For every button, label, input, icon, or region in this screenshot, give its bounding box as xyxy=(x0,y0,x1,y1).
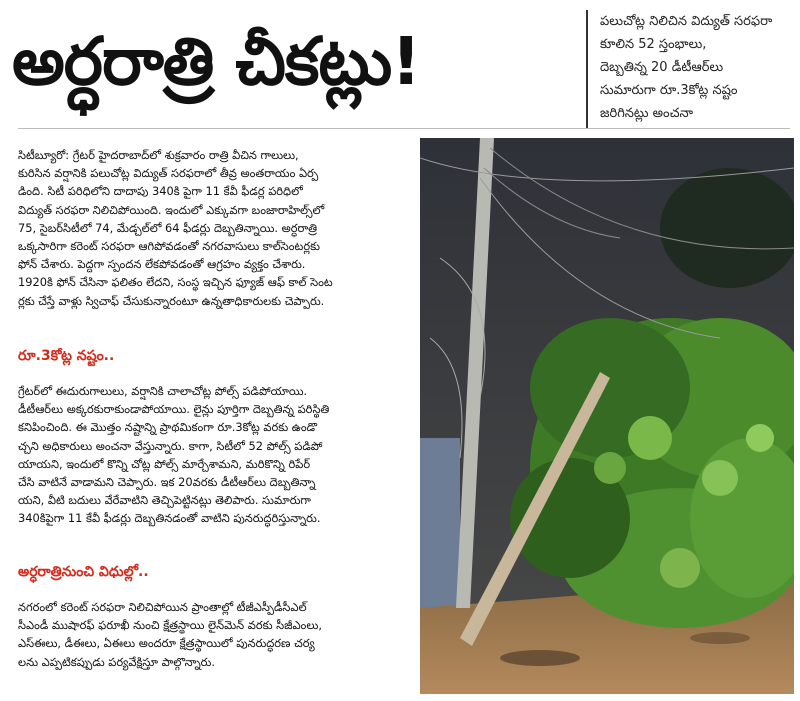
text-line: విద్యుత్ సరఫరా నిలిచిపోయింది. ఇందులో ఎక్కువగా బంజారాహిల్స్‌లో xyxy=(18,202,325,217)
article-para-1 xyxy=(18,146,408,310)
text-line: ఎస్ఈలు, డీఈలు, ఏఈలు అందరూ క్షేత్రస్థాయిలో పునరుద్ధరణ చర్య xyxy=(18,636,315,651)
sidebar-line: దెబ్బతిన్న 20 డీటీఆర్‌లు xyxy=(600,60,724,75)
text-line: గ్రేటర్‌లో ఈదురుగాలులు, వర్షానికి చాలాచోట్ల పోల్స్ పడిపోయాయి. xyxy=(18,384,308,398)
text-line: నగరంలో కరెంట్ సరఫరా నిలిచిపోయిన ప్రాంతాల్లో టీజీఎస్పీడీసీఎల్ xyxy=(18,600,307,614)
text-line: లను ఎప్పటికప్పుడు పర్యవేక్షిస్తూ పాల్గొన్నారు. xyxy=(18,654,215,669)
text-line: కనిపించింది. ఈ మొత్తం నష్టాన్ని ప్రాథమికంగా రూ.3కోట్ల వరకు ఉండొ xyxy=(18,420,318,435)
sidebar-summary xyxy=(600,10,792,125)
article-para-3 xyxy=(18,598,408,671)
top-rule xyxy=(18,128,790,129)
text-line: కురిసిన వర్షానికి పలుచోట్ల విద్యుత్ సరఫరాలో తీవ్ర అంతరాయం ఏర్ప xyxy=(18,166,319,181)
text-line: చ్చని అధికారులు అంచనా వేస్తున్నారు. కాగా, సిటీలో 52 పోల్స్ పడిపో xyxy=(18,438,323,453)
text-line: సీఎండీ ముషారఫ్ ఫరూఖీ నుంచి క్షేత్రస్థాయి లైన్‌మెన్ వరకు సీజీఎంలు, xyxy=(18,618,322,633)
text-line: ఒక్కసారిగా కరెంట్ సరఫరా ఆగిపోవడంతో నగరవాసులు కాల్‌సెంటర్లకు xyxy=(18,239,320,254)
text-line: ఫోన్ చేశారు. పెద్దగా స్పందన లేకపోవడంతో ఆగ్రహం వ్యక్తం చేశారు. xyxy=(18,257,306,272)
text-line: 75, సైబర్‌సిటీలో 74, మేడ్చల్‌లో 64 ఫీడర్లు దెబ్బతిన్నాయి. అర్ధరాత్రి xyxy=(18,220,318,235)
subheading-night-duty: అర్ధరాత్రినుంచి విధుల్లో.. xyxy=(18,564,149,580)
sidebar-line: కూలిన 52 స్తంభాలు, xyxy=(600,37,707,52)
text-line: డీటీఆర్‌లు అక్కరకురాకుండాపోయాయి. లైన్లు పూర్తిగా దెబ్బతిన్న పరిస్థితి xyxy=(18,402,330,417)
text-line: యాయని, ఇందులో కొన్ని చోట్ల పోల్స్ మార్చేశామని, మరికొన్ని రిపేర్ xyxy=(18,456,311,471)
article-para-2 xyxy=(18,382,408,528)
headline: అర్ధరాత్రి చీకట్లు! xyxy=(12,23,421,100)
text-line: 340కిపైగా 11 కేవీ ఫీడర్లు దెబ్బతినడంతో వాటిని పునరుద్ధరిస్తున్నారు. xyxy=(18,511,321,526)
text-line: 1920కి ఫోన్ చేసినా ఫలితం లేదని, సంస్థ ఇచ్చిన ఫ్యూజ్ ఆఫ్ కాల్ సెంట xyxy=(18,275,333,290)
subheading-loss: రూ.3కోట్ల నష్టం.. xyxy=(18,348,115,364)
text-line: ర్లకు చేస్తే వాళ్లు స్విచాఫ్ చేసుకున్నారంటూ ఉన్నతాధికారులకు చెప్పారు. xyxy=(18,293,325,308)
sidebar-line: సుమారుగా రూ.3కోట్ల నష్టం xyxy=(600,83,738,98)
photo-fallen-pole-tree xyxy=(420,138,794,694)
text-line: చేసి వాటినే వాడామని చెప్పారు. ఇక 20వరకు డీటీఆర్‌లు దెబ్బతిన్నా xyxy=(18,475,316,490)
sidebar-line: జరిగినట్లు అంచనా xyxy=(600,106,693,121)
news-photo xyxy=(420,138,794,694)
text-line: డింది. సిటీ పరిధిలోని దాదాపు 340కి పైగా 11 కేవీ ఫీడర్ల పరిధిలో xyxy=(18,184,303,199)
text-line: సిటీబ్యూరో: గ్రేటర్ హైదరాబాద్‌లో శుక్రవారం రాత్రి వీచిన గాలులు, xyxy=(18,148,299,162)
headline-divider xyxy=(586,10,588,128)
text-line: యని, వీటి బదులు వేరేవాటిని తెచ్చిపెట్టినట్లు తెలిపారు. సుమారుగా xyxy=(18,493,311,508)
sidebar-line: పలుచోట్ల నిలిచిన విద్యుత్ సరఫరా xyxy=(600,14,773,29)
